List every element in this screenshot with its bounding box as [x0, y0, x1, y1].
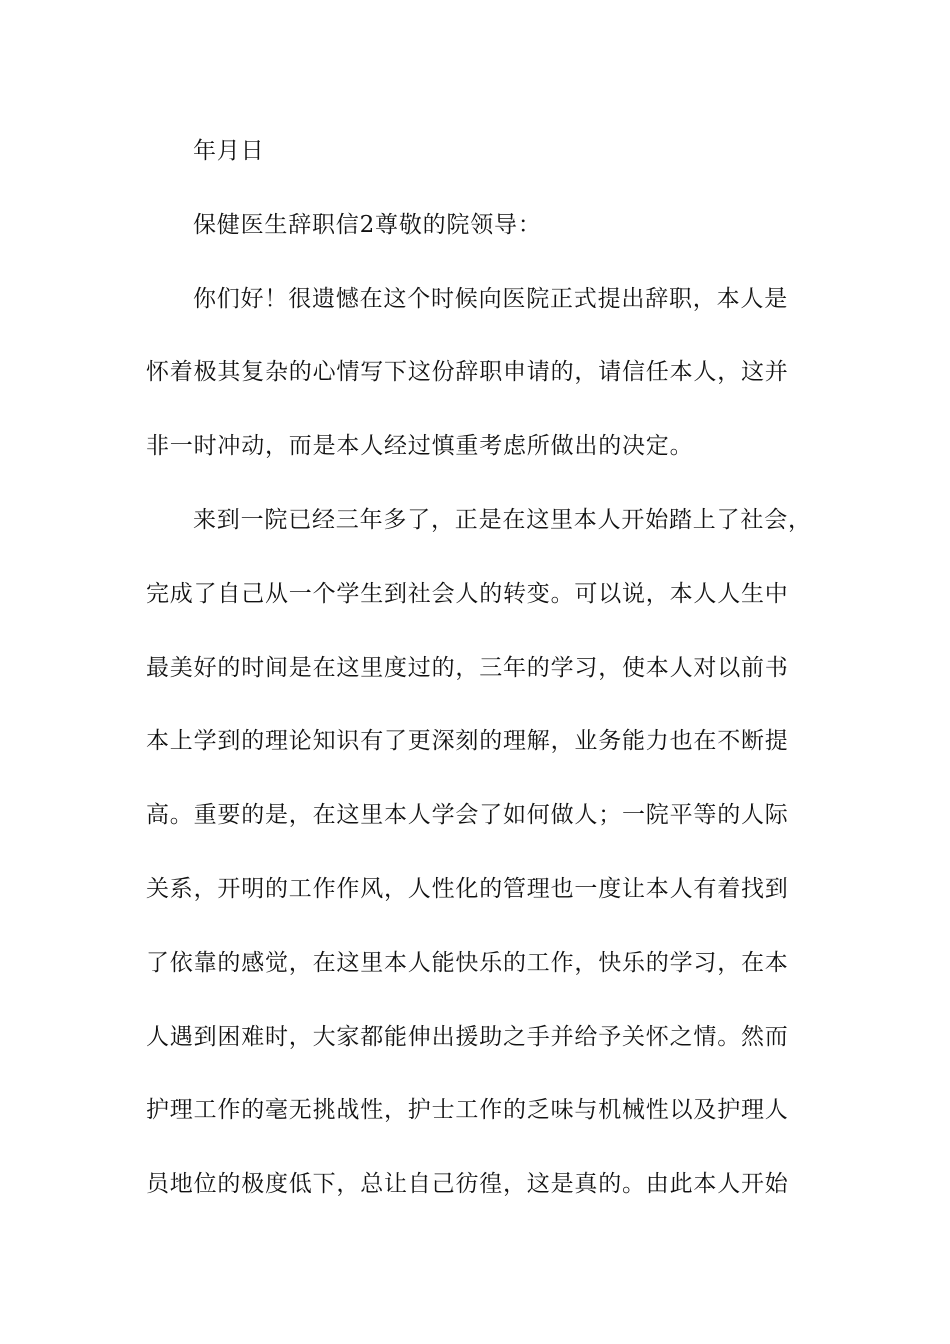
text-line: 人遇到困难时，大家都能伸出援助之手并给予关怀之情。然而 — [146, 1023, 789, 1050]
text-line: 高。重要的是，在这里本人学会了如何做人；一院平等的人际 — [146, 802, 789, 829]
text-line: 来到一院已经三年多了，正是在这里本人开始踏上了社会， — [193, 506, 812, 533]
text-line: 怀着极其复杂的心情写下这份辞职申请的，请信任本人，这并 — [146, 359, 789, 386]
text-line: 护理工作的毫无挑战性，护士工作的乏味与机械性以及护理人 — [146, 1097, 789, 1124]
text-line: 完成了自己从一个学生到社会人的转变。可以说，本人人生中 — [146, 580, 789, 607]
text-line: 保健医生辞职信2尊敬的院领导： — [193, 211, 542, 238]
text-line: 了依靠的感觉，在这里本人能快乐的工作，快乐的学习，在本 — [146, 949, 789, 976]
text-line: 员地位的极度低下，总让自己彷徨，这是真的。由此本人开始 — [146, 1171, 789, 1198]
text-line: 本上学到的理论知识有了更深刻的理解，业务能力也在不断提 — [146, 728, 789, 755]
text-line: 最美好的时间是在这里度过的，三年的学习，使本人对以前书 — [146, 654, 789, 681]
text-line: 年月日 — [193, 138, 265, 164]
text-line: 你们好！很遗憾在这个时候向医院正式提出辞职，本人是 — [193, 285, 788, 312]
letter-body — [146, 122, 818, 1229]
text-line: 关系，开明的工作作风，人性化的管理也一度让本人有着找到 — [146, 875, 789, 902]
text-line: 非一时冲动，而是本人经过慎重考虑所做出的决定。 — [146, 433, 694, 460]
